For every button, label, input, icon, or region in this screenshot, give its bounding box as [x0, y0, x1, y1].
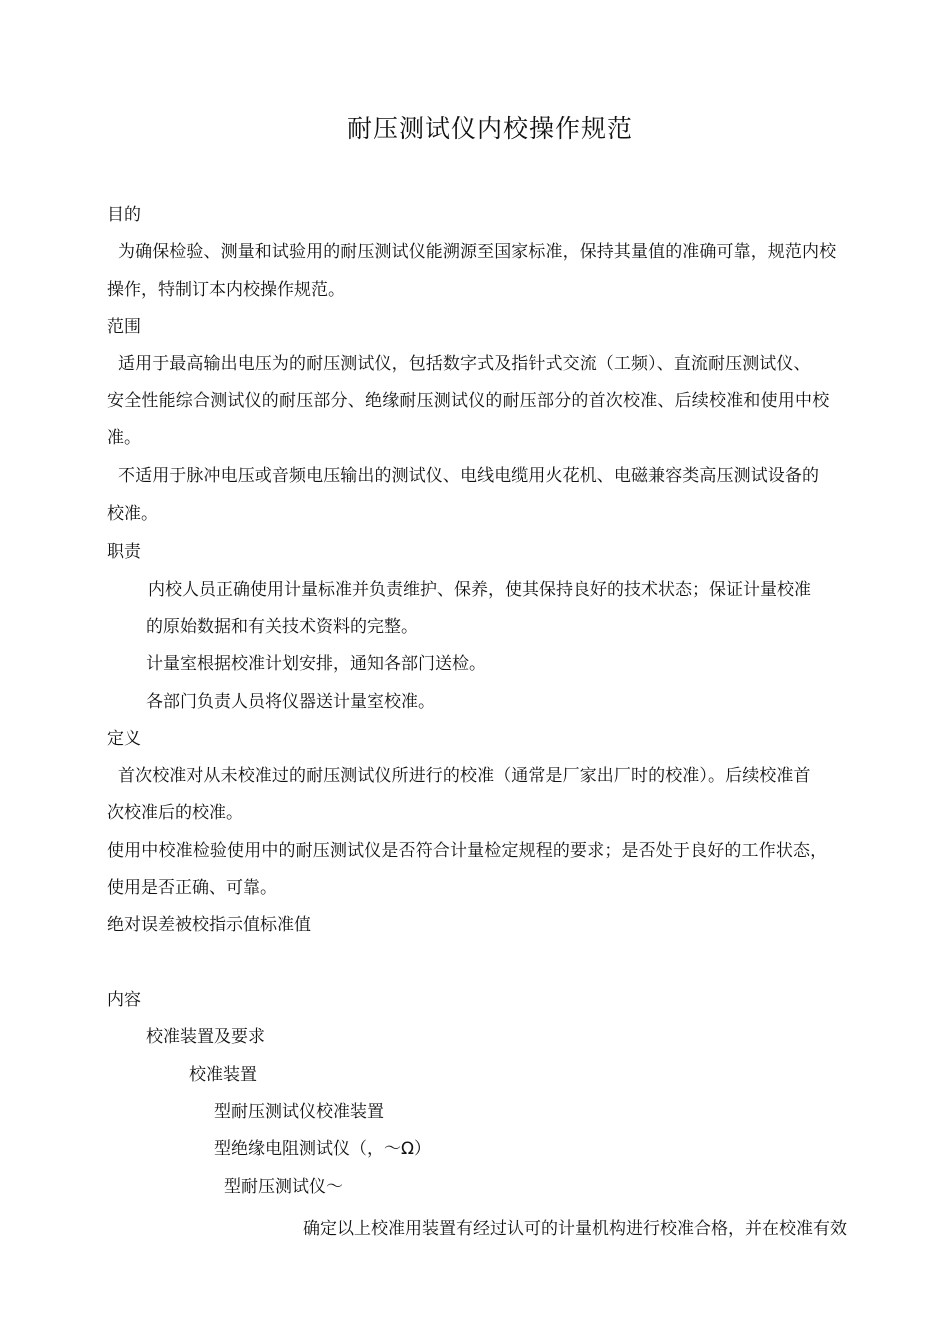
paragraph-line: 适用于最高输出电压为的耐压测试仪，包括数字式及指针式交流（工频）、直流耐压测试仪、 [118, 354, 811, 374]
paragraph-line: 准。 [107, 428, 141, 448]
list-item: 型绝缘电阻测试仪（，～Ω） [214, 1139, 431, 1159]
paragraph-line: 计量室根据校准计划安排，通知各部门送检。 [146, 654, 486, 674]
paragraph-line: 的原始数据和有关技术资料的完整。 [146, 617, 418, 637]
document-title: 耐压测试仪内校操作规范 [346, 114, 633, 143]
heading-definition: 定义 [107, 729, 141, 749]
list-item: 型耐压测试仪校准装置 [214, 1102, 384, 1122]
paragraph-line: 为确保检验、测量和试验用的耐压测试仪能溯源至国家标准，保持其量值的准确可靠，规范内校 [118, 242, 837, 262]
heading-purpose: 目的 [107, 205, 141, 225]
paragraph-line: 校准。 [107, 504, 158, 524]
paragraph-line: 不适用于脉冲电压或音频电压输出的测试仪、电线电缆用火花机、电磁兼容类高压测试设备的 [118, 466, 820, 486]
subheading: 校准装置及要求 [146, 1027, 265, 1047]
paragraph-line: 使用是否正确、可靠。 [107, 878, 277, 898]
paragraph-line: 安全性能综合测试仪的耐压部分、绝缘耐压测试仪的耐压部分的首次校准、后续校准和使用中校 [107, 391, 830, 411]
heading-responsibility: 职责 [107, 542, 141, 562]
paragraph-line: 使用中校准检验使用中的耐压测试仪是否符合计量检定规程的要求；是否处于良好的工作状态， [107, 841, 828, 861]
paragraph-line: 操作，特制订本内校操作规范。 [107, 280, 345, 300]
paragraph-line: 各部门负责人员将仪器送计量室校准。 [146, 692, 435, 712]
paragraph-line: 绝对误差被校指示值标准值 [107, 915, 311, 935]
paragraph-line: 内校人员正确使用计量标准并负责维护、保养，使其保持良好的技术状态；保证计量校准 [148, 580, 811, 600]
paragraph-line: 首次校准对从未校准过的耐压测试仪所进行的校准（通常是厂家出厂时的校准）。后续校准首 [118, 766, 811, 786]
heading-scope: 范围 [107, 317, 141, 337]
paragraph-line: 确定以上校准用装置有经过认可的计量机构进行校准合格，并在校准有效 [303, 1219, 847, 1239]
paragraph-line: 次校准后的校准。 [107, 803, 243, 823]
subheading: 校准装置 [189, 1065, 257, 1085]
list-item: 型耐压测试仪～ [224, 1177, 343, 1197]
heading-content: 内容 [107, 990, 141, 1010]
